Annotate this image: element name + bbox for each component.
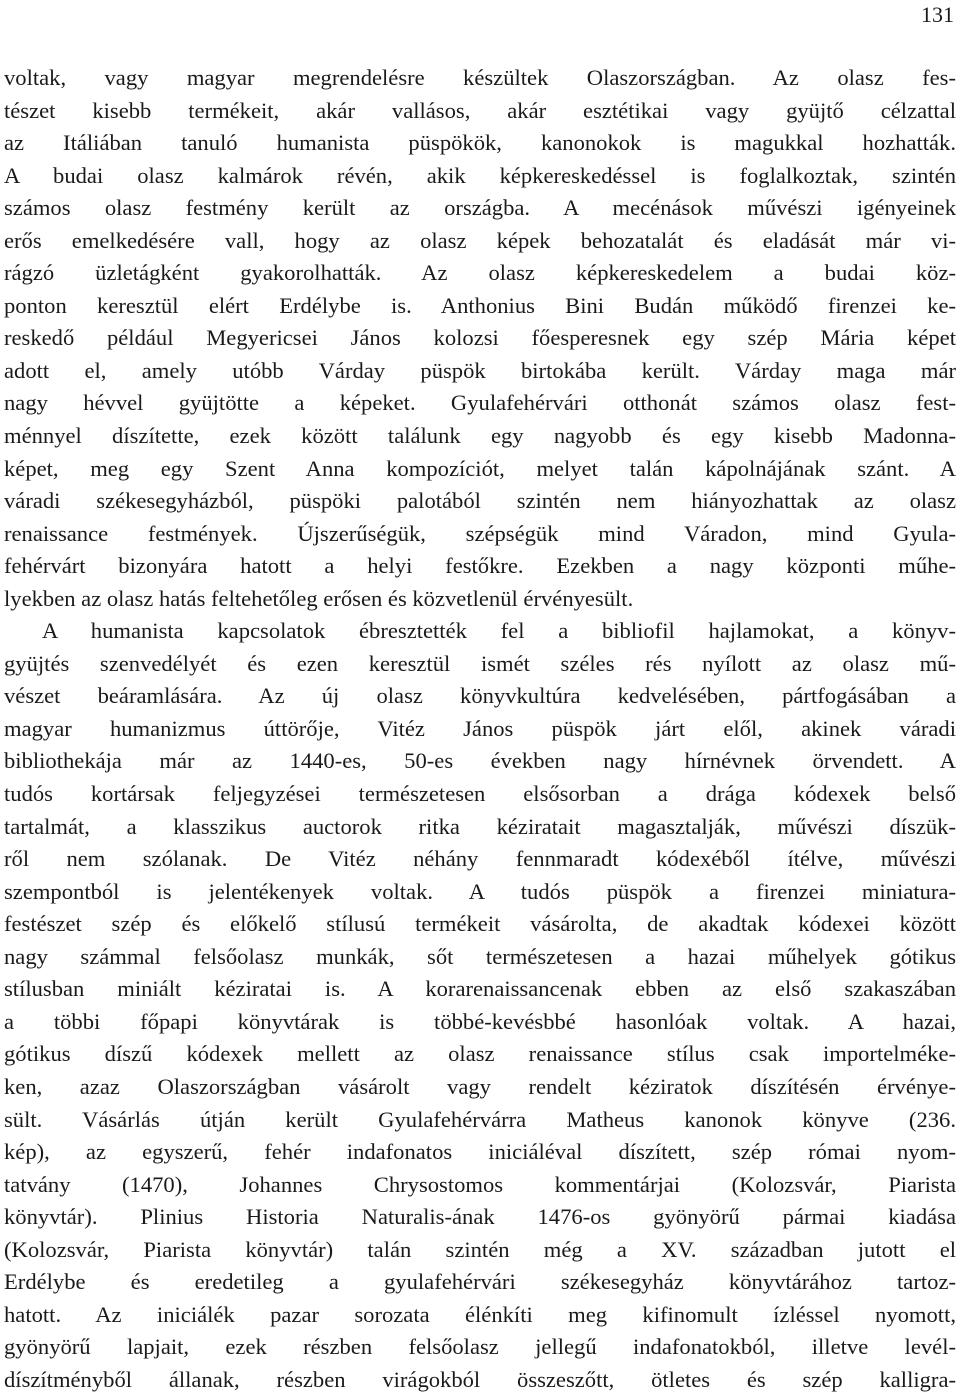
text-body [4, 62, 956, 1396]
page-number: 131 [921, 2, 954, 27]
text-line: rágzó üzletágként gyakorolhatták. Az olasz képkereskedelem a budai köz- [4, 260, 956, 286]
text-line: hatott. Az iniciálék pazar sorozata élénkíti meg kifinomult ízléssel nyomott, [4, 1301, 956, 1327]
text-line: ről nem szólanak. De Vitéz néhány fennmaradt kódexéből ítélve, művészi [4, 846, 956, 872]
text-line: nagy számmal felsőolasz munkák, sőt természetesen a hazai műhelyek gótikus [4, 943, 956, 969]
text-line: festészet szép és előkelő stílusú termékeit vásárolta, de akadtak kódexei között [4, 911, 956, 937]
text-line: tartalmát, a klasszikus auctorok ritka kéziratait magasztalják, művészi díszük- [4, 813, 956, 839]
text-line: (Kolozsvár, Piarista könyvtár) talán szintén még a XV. században jutott el [4, 1236, 956, 1262]
text-line: ponton keresztül elért Erdélybe is. Anthonius Bini Budán működő firenzei ke- [4, 292, 956, 318]
text-line: bibliothekája már az 1440-es, 50-es években nagy hírnévnek örvendett. A [4, 748, 956, 774]
text-line: gyüjtés szenvedélyét és ezen keresztül ismét széles rés nyílott az olasz mű- [4, 650, 956, 676]
text-line: az Itáliában tanuló humanista püspökök, kanonokok is magukkal hozhatták. [4, 130, 956, 156]
text-line: renaissance festmények. Újszerűségük, szépségük mind Váradon, mind Gyula- [4, 520, 956, 546]
text-line: képet, meg egy Szent Anna kompozíciót, melyet talán kápolnájának szánt. A [4, 455, 956, 481]
text-line: tészet kisebb termékeit, akár vallásos, akár esztétikai vagy gyüjtő célzattal [4, 97, 956, 123]
text-line: adott el, amely utóbb Várday püspök birtokába került. Várday maga már [4, 357, 956, 383]
text-line: számos olasz festmény került az országba. A mecénások művészi igényeinek [4, 195, 956, 221]
text-line: sült. Vásárlás útján került Gyulafehérvárra Matheus kanonok könyve (236. [4, 1106, 956, 1132]
text-line: reskedő például Megyericsei János kolozsi főesperesnek egy szép Mária képet [4, 325, 956, 351]
text-line: a többi főpapi könyvtárak is többé-kevésbbé hasonlóak voltak. A hazai, [4, 1008, 956, 1034]
text-line: szempontból is jelentékenyek voltak. A tudós püspök a firenzei miniatura- [4, 878, 956, 904]
paragraph [4, 615, 956, 1396]
text-line: lyekben az olasz hatás feltehetőleg erősen és közvetlenül érvényesült. [4, 585, 634, 611]
text-line: könyvtár). Plinius Historia Naturalis-ának 1476-os gyönyörű pármai kiadása [4, 1204, 956, 1230]
text-line: ménnyel díszítette, ezek között találunk egy nagyobb és egy kisebb Madonna- [4, 423, 956, 449]
text-line: voltak, vagy magyar megrendelésre készültek Olaszországban. Az olasz fes- [4, 65, 956, 90]
text-line: vészet beáramlására. Az új olasz könyvkultúra kedvelésében, pártfogásában a [4, 683, 956, 709]
text-line: nagy hévvel gyüjtötte a képeket. Gyulafehérvári otthonát számos olasz fest- [4, 390, 956, 416]
text-line: magyar humanizmus úttörője, Vitéz János püspök járt elől, akinek váradi [4, 715, 956, 741]
text-line: díszítményből állanak, részben virágokból összeszőtt, ötletes és szép kalligra- [4, 1366, 956, 1392]
text-line: váradi székesegyházból, püspöki palotából szintén nem hiányozhattak az olasz [4, 488, 956, 514]
text-line: gyönyörű lapjait, ezek részben felsőolasz jellegű indafonatokból, illetve levél- [4, 1334, 956, 1360]
text-line: gótikus díszű kódexek mellett az olasz renaissance stílus csak importelméke- [4, 1041, 956, 1067]
text-line: tudós kortársak feljegyzései természetesen elsősorban a drága kódexek belső [4, 781, 956, 807]
text-line: A budai olasz kalmárok révén, akik képkereskedéssel is foglalkoztak, szintén [4, 162, 956, 188]
text-line: fehérvárt bizonyára hatott a helyi festőkre. Ezekben a nagy központi műhe- [4, 553, 956, 579]
text-line: ken, azaz Olaszországban vásárolt vagy rendelt kéziratok díszítésén érvénye- [4, 1073, 956, 1099]
text-line: stílusban miniált kéziratai is. A korarenaissancenak ebben az első szakaszában [4, 976, 956, 1002]
text-line: erős emelkedésére vall, hogy az olasz képek behozatalát és eladását már vi- [4, 227, 956, 253]
text-line: tatvány (1470), Johannes Chrysostomos kommentárjai (Kolozsvár, Piarista [4, 1171, 956, 1197]
text-line: A humanista kapcsolatok ébresztették fel a bibliofil hajlamokat, a könyv- [42, 618, 956, 644]
text-line: kép), az egyszerű, fehér indafonatos iniciáléval díszített, szép római nyom- [4, 1139, 956, 1165]
text-line: Erdélybe és eredetileg a gyulafehérvári székesegyház könyvtárához tartoz- [4, 1269, 956, 1295]
paragraph [4, 62, 956, 615]
